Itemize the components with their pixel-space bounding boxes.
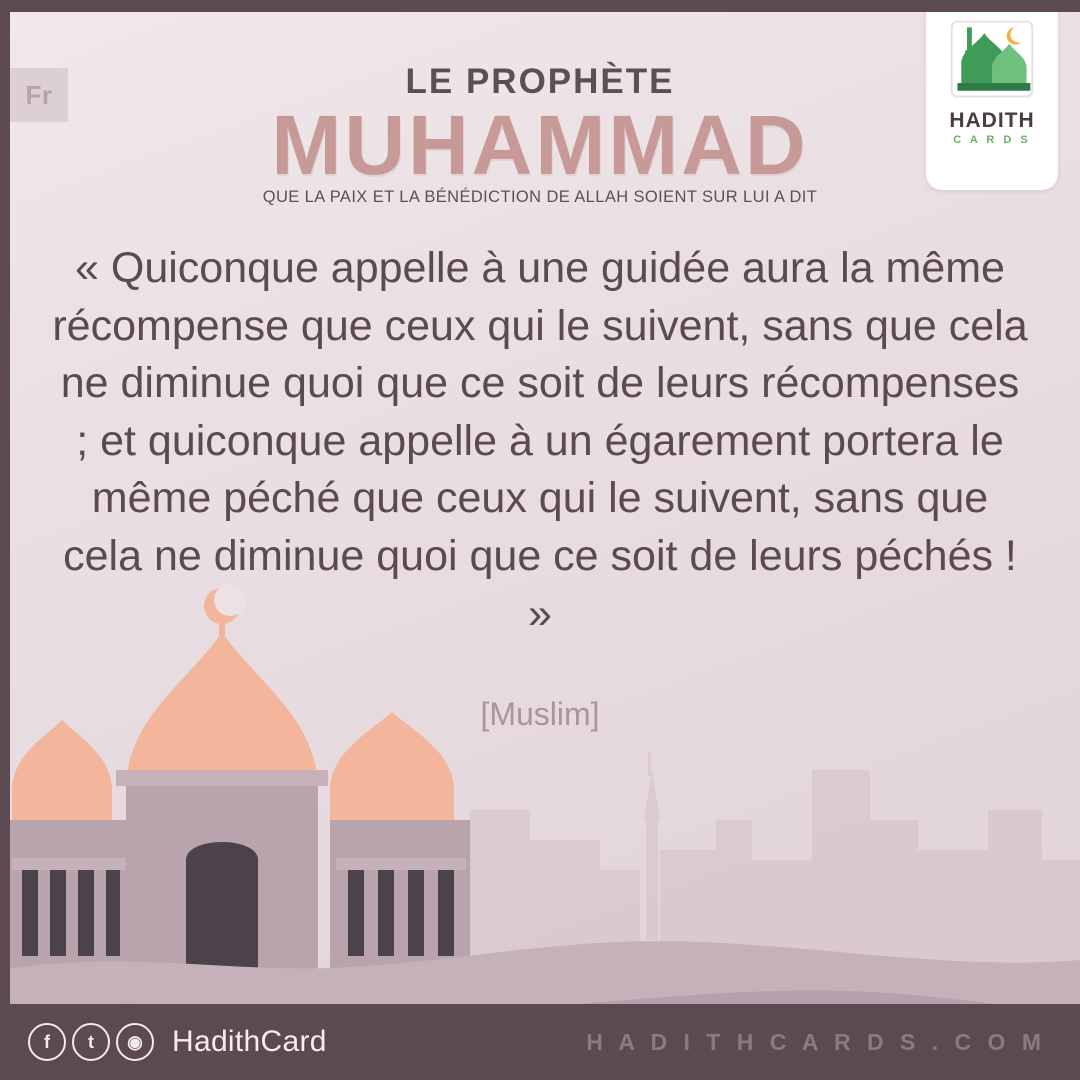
website-url[interactable]: H A D I T H C A R D S . C O M xyxy=(586,1028,1046,1055)
card-header xyxy=(0,62,1080,207)
header-prophet-name: MUHAMMAD xyxy=(271,98,809,192)
hadith-text: « Quiconque appelle à une guidée aura la même récompense que ceux qui le suivent, sans que cela ne diminue quoi que ce soit de leurs récompenses ; et quiconque appelle à un égarement portera le même péché que ceux qui le suivent, sans que cela ne diminue quoi que ce soit de leurs péchés ! » xyxy=(52,244,1028,638)
social-handle: HadithCard xyxy=(172,1025,327,1058)
brand-logo[interactable] xyxy=(926,0,1058,190)
top-border-bar xyxy=(0,0,1080,12)
twitter-icon[interactable]: t xyxy=(72,1023,110,1061)
mosque-logo-icon xyxy=(944,12,1040,108)
card-footer xyxy=(0,1004,1080,1080)
hadith-source: [Muslim] xyxy=(480,696,600,732)
facebook-icon[interactable]: f xyxy=(28,1023,66,1061)
language-badge[interactable]: Fr xyxy=(10,68,68,122)
header-prophet-label: LE PROPHÈTE xyxy=(405,62,675,101)
header-blessing-line: QUE LA PAIX ET LA BÉNÉDICTION DE ALLAH SOIENT SUR LUI A DIT xyxy=(262,188,818,207)
social-links xyxy=(28,1023,327,1061)
left-border-strip xyxy=(0,0,10,1080)
logo-subtitle: C A R D S xyxy=(953,134,1031,146)
instagram-icon[interactable]: ◉ xyxy=(116,1023,154,1061)
logo-title: HADITH xyxy=(949,109,1035,132)
